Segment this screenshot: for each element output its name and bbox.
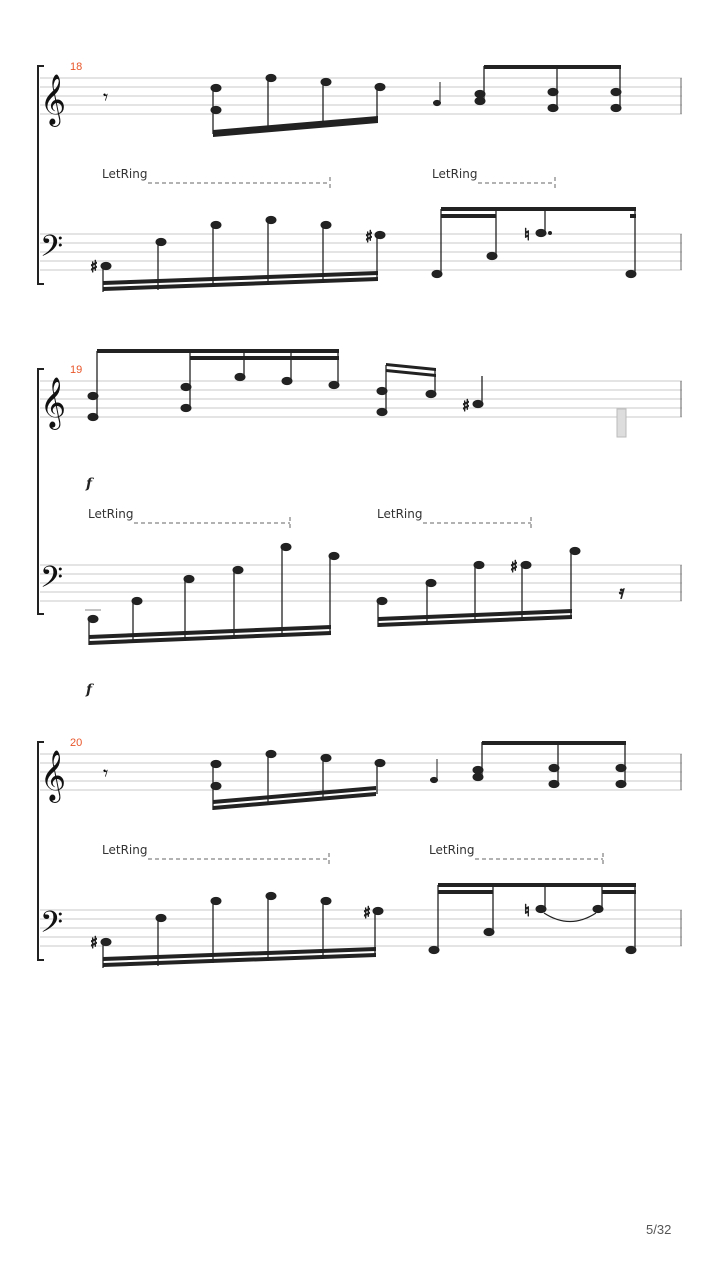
note-group <box>211 74 385 137</box>
letring-line <box>475 853 603 865</box>
note-group <box>377 547 625 627</box>
page-number: 5/32 <box>646 1222 672 1237</box>
note-group <box>90 216 385 292</box>
bass-clef-icon: 𝄢 <box>40 561 64 602</box>
treble-staff <box>40 78 682 114</box>
tie <box>544 913 596 922</box>
note-group <box>432 207 636 278</box>
letring-label: LetRing <box>102 843 148 857</box>
note-group <box>85 543 339 645</box>
letring-line <box>148 853 329 865</box>
dynamic-marking: f <box>86 682 93 698</box>
letring-label: LetRing <box>429 843 475 857</box>
sharp-icon: ♯ <box>462 396 470 415</box>
note-group <box>377 363 626 437</box>
letring-line <box>148 177 330 189</box>
letring-label: LetRing <box>432 167 478 181</box>
bass-staff <box>40 910 682 946</box>
letring-label: LetRing <box>88 507 134 521</box>
measure-number: 18 <box>70 61 83 73</box>
note-group <box>88 349 339 421</box>
bass-clef-icon: 𝄢 <box>40 906 64 947</box>
sixteenth-rest-icon: 𝄿 <box>619 582 625 603</box>
letring-line <box>478 177 555 189</box>
sharp-icon: ♯ <box>365 227 373 246</box>
treble-clef-icon: 𝄞 <box>40 750 67 801</box>
bass-staff <box>40 565 682 601</box>
note-group <box>211 750 385 810</box>
note-group <box>429 883 636 954</box>
system-18 <box>38 61 682 292</box>
dynamic-marking: f <box>86 476 93 492</box>
natural-icon: ♮ <box>524 901 530 920</box>
letring-label: LetRing <box>102 167 148 181</box>
treble-staff <box>40 754 682 790</box>
treble-clef-icon: 𝄞 <box>40 74 67 125</box>
note-group <box>90 892 383 968</box>
letring-label: LetRing <box>377 507 423 521</box>
letring-line <box>134 517 290 529</box>
sharp-icon: ♯ <box>510 557 518 576</box>
measure-number: 20 <box>70 737 83 749</box>
ghost-note <box>617 409 626 437</box>
sharp-icon: ♯ <box>90 933 98 952</box>
treble-clef-icon: 𝄞 <box>40 377 67 428</box>
natural-icon: ♮ <box>524 225 530 244</box>
bass-clef-icon: 𝄢 <box>40 230 64 271</box>
sharp-icon: ♯ <box>90 257 98 276</box>
bass-staff <box>40 234 682 270</box>
system-19 <box>38 349 682 698</box>
eighth-rest-icon: 𝄾 <box>103 761 109 785</box>
treble-staff <box>40 381 682 417</box>
letring-line <box>423 517 531 529</box>
measure-number: 19 <box>70 364 83 376</box>
eighth-rest-icon: 𝄾 <box>103 85 109 109</box>
sharp-icon: ♯ <box>363 903 371 922</box>
system-20 <box>38 737 682 968</box>
